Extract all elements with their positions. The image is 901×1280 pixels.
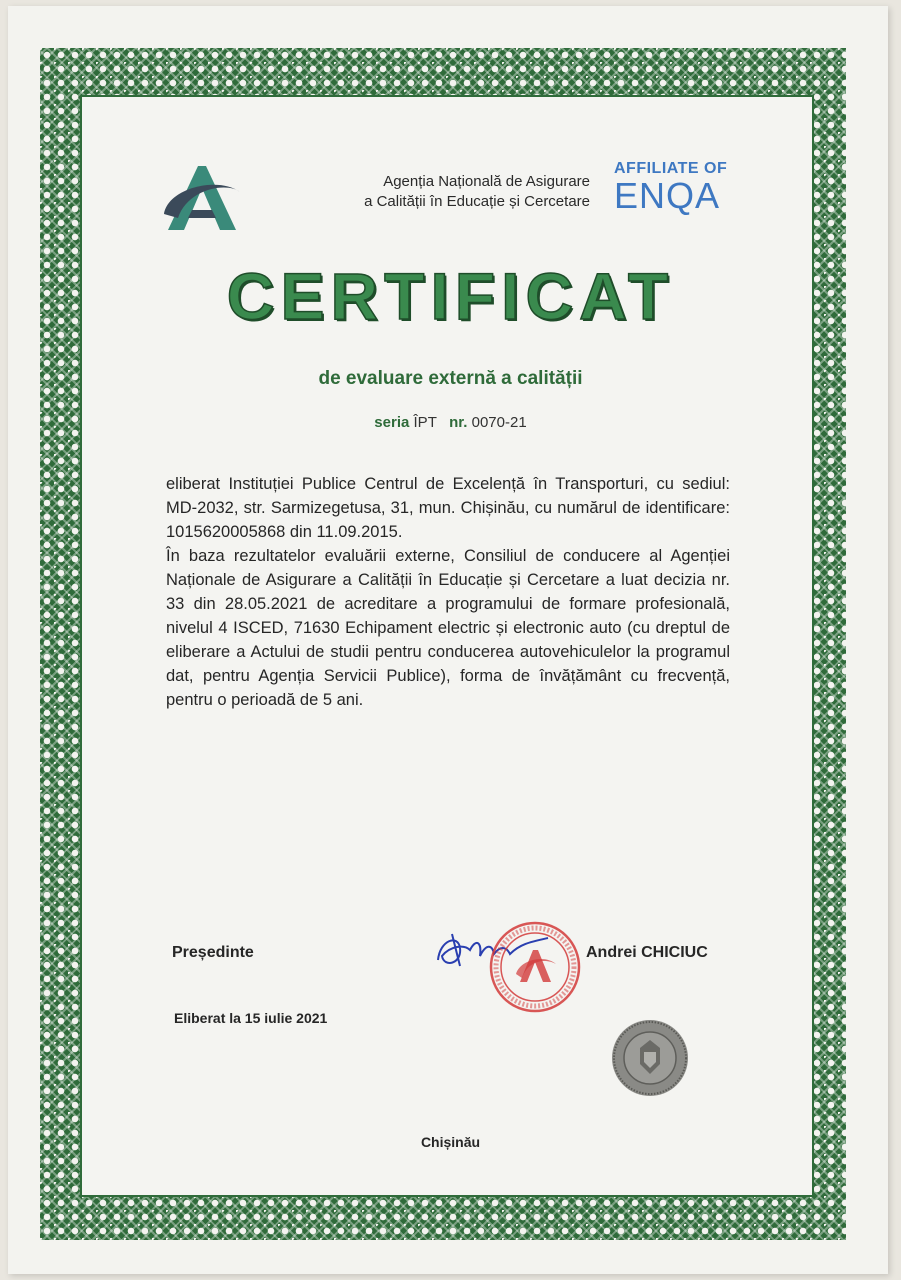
signer-name: Andrei CHICIUC (586, 944, 708, 961)
president-label: Președinte (172, 944, 254, 961)
certificate-body (166, 472, 730, 712)
agency-name-line2: a Calității în Educație și Cercetare (364, 193, 590, 210)
series-label: seria (374, 414, 410, 431)
issue-city: Chișinău (420, 1134, 481, 1150)
series-value: ÎPT (413, 414, 437, 431)
enqa-affiliate-logo (614, 160, 744, 217)
certificate-subtitle: de evaluare externă a calității (318, 368, 583, 389)
number-value: 0070-21 (471, 414, 527, 431)
series-number-line (0, 414, 901, 431)
agency-name (300, 172, 590, 212)
body-paragraph-1: eliberat Instituției Publice Centrul de Excelență în Transporturi, cu sediul: MD-2032, str. Sarmizegetusa, 31, mun. Chișinău, cu numărul de identificare: 1015620005868 din 11.09.2015. (166, 475, 730, 541)
body-paragraph-2: În baza rezultatelor evaluării externe, Consiliul de conducere al Agenției Naționale de Asigurare a Calității în Educație și Cercetare a luat decizia nr. 33 din 28.05.2021 de acreditare a programului de formare profesională, nivelul 4 ISCED, 71630 Echipament electric și electronic auto (cu dreptul de eliberare a Actului de studii pentru conducerea autovehiculelor la programul dat, pentru Agenția Servicii Publice), forma de învățământ cu frecvență, pentru o perioadă de 5 ani. (166, 547, 730, 709)
embossed-seal-icon (610, 1018, 690, 1098)
issue-date: Eliberat la 15 iulie 2021 (174, 1010, 328, 1026)
enqa-text: ENQA (614, 175, 721, 216)
certificate-title: CERTIFICAT (226, 259, 675, 333)
number-label: nr. (449, 414, 468, 431)
affiliate-of-text: AFFILIATE OF (614, 160, 728, 177)
official-red-stamp-icon (488, 920, 582, 1014)
agency-name-line1: Agenția Națională de Asigurare (383, 173, 590, 190)
agency-logo-icon (158, 158, 244, 236)
